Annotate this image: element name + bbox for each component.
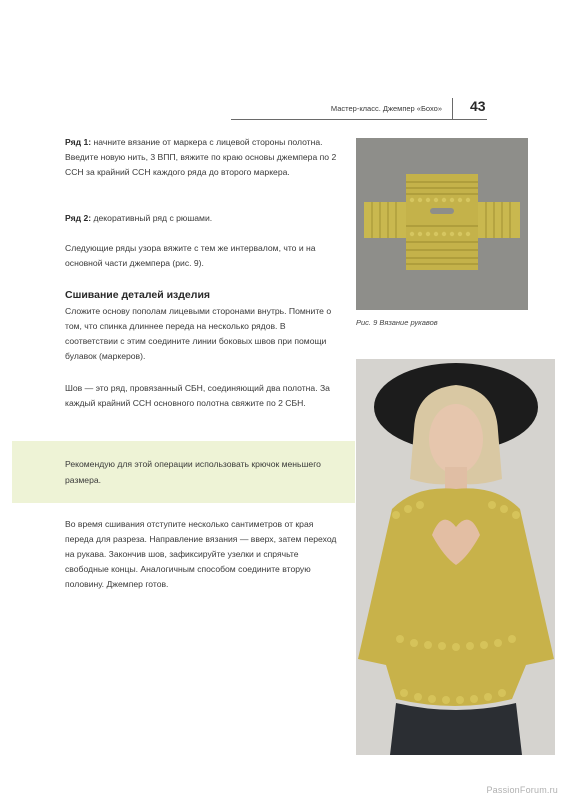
section-heading: Сшивание деталей изделия (65, 289, 211, 301)
tip-box (12, 441, 355, 503)
paragraph-seam: Шов — это ряд, провязанный СБН, соединяющий два полотна. За каждый крайний ССН основного полотна свяжите по 2 СБН. (65, 383, 330, 408)
row-2-label: Ряд 2: (65, 213, 92, 223)
paragraph-final: Во время сшивания отступите несколько сантиметров от края переда для разреза. Направление вязания — вверх, затем переход на рукава. Закончив шов, зафиксируйте узелки и спрячьте свободные концы. Аналогичным способом соедините вторую половину. Джемпер готов. (65, 519, 337, 589)
paragraph-row-1 (65, 135, 337, 180)
running-header-title: Мастер-класс. Джемпер «Бохо» (330, 104, 442, 113)
row-1-text: начните вязание от маркера с лицевой стороны полотна. Введите новую нить, 3 ВПП, вяжите по краю основы джемпера по 2 ССН за крайний ССН каждого ряда до второго маркера. (65, 137, 337, 177)
row-1-label: Ряд 1: (65, 137, 92, 147)
figure-caption: Рис. 9 Вязание рукавов (356, 318, 438, 327)
figure-sleeves-photo (356, 138, 528, 310)
watermark-text: PassionForum.ru (486, 785, 558, 795)
model-illustration (356, 359, 555, 755)
paragraph-row-2 (65, 211, 337, 226)
paragraph-next-rows: Следующие ряды узора вяжите с тем же интервалом, что и на основной части джемпера (рис. 9). (65, 243, 316, 268)
header-separator (452, 98, 453, 120)
header-rule (231, 119, 487, 120)
row-2-text: декоративный ряд с рюшами. (91, 213, 213, 223)
sleeves-illustration (356, 138, 528, 310)
page-number: 43 (470, 98, 486, 114)
model-photo (356, 359, 555, 755)
tip-text: Рекомендую для этой операции использовать крючок меньшего размера. (65, 459, 321, 485)
paragraph-fold: Сложите основу пополам лицевыми сторонами внутрь. Помните о том, что спинка длиннее переда на несколько рядов. В соответствии с этим соедините линии боковых швов при помощи булавок (маркеров). (65, 306, 332, 361)
